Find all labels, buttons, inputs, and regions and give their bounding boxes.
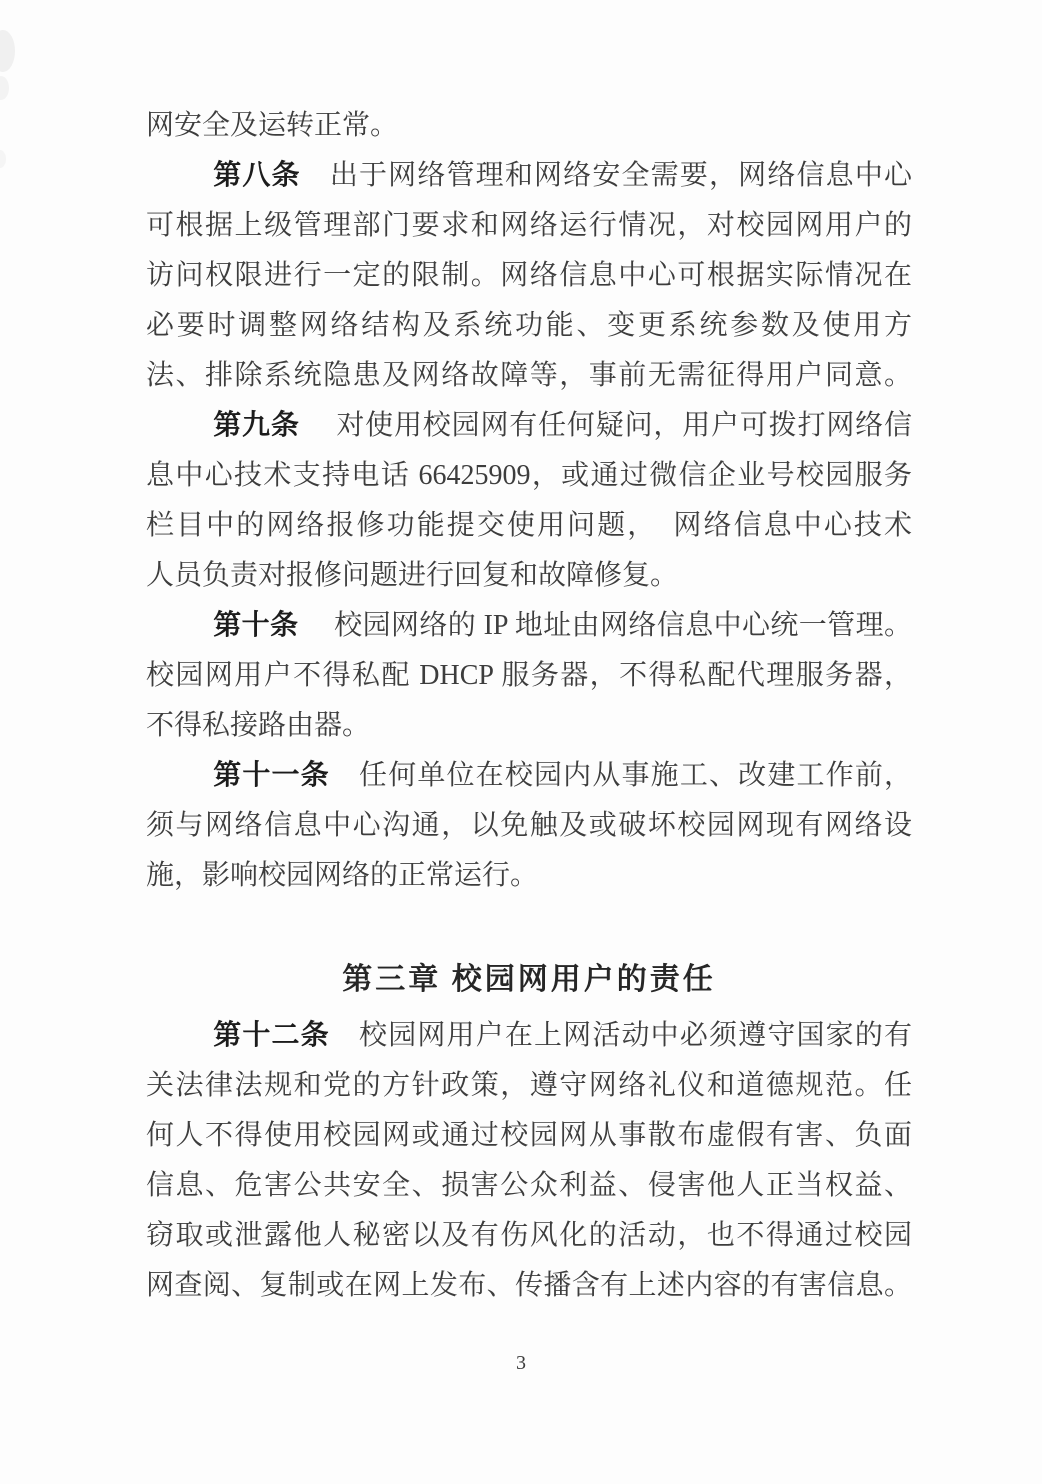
line-text: 关法律法规和党的方针政策，遵守网络礼仪和道德规范。任: [146, 1070, 912, 1101]
text-line: [146, 751, 912, 801]
text-line: [146, 501, 912, 551]
line-text: 不得私接路由器。: [146, 710, 371, 741]
line-text: 访问权限进行一定的限制。网络信息中心可根据实际情况在: [146, 260, 912, 291]
scan-smudge: [0, 150, 6, 168]
text-line: [146, 1011, 912, 1061]
page-number: 3: [516, 1352, 526, 1374]
text-line: [146, 1061, 912, 1111]
line-text: 可根据上级管理部门要求和网络运行情况，对校园网用户的: [146, 210, 912, 241]
text-line: [146, 101, 912, 151]
line-text: 网查阅、复制或在网上发布、传播含有上述内容的有害信息。: [146, 1270, 912, 1301]
scan-smudge: [0, 76, 9, 100]
text-line: [146, 1161, 912, 1211]
line-text: 窃取或泄露他人秘密以及有伤风化的活动，也不得通过校园: [146, 1220, 912, 1251]
text-line: [146, 301, 912, 351]
text-line: [146, 401, 912, 451]
line-text: 信息、危害公共安全、损害公众利益、侵害他人正当权益、: [146, 1170, 912, 1201]
line-text: 出于网络管理和网络安全需要，网络信息中心: [300, 160, 912, 191]
article-number: 第十条: [213, 610, 299, 641]
article-number: 第八条: [213, 160, 301, 191]
text-line: [146, 601, 912, 651]
line-text: 校园网用户不得私配 DHCP 服务器，不得私配代理服务器，: [146, 660, 912, 691]
text-line: [146, 1261, 912, 1311]
text-line: [146, 1111, 912, 1161]
text-line: [146, 451, 912, 501]
text-line: [146, 151, 912, 201]
text-line: [146, 651, 912, 701]
line-text: 须与网络信息中心沟通，以免触及或破坏校园网现有网络设: [146, 810, 912, 841]
chapter-heading: [146, 955, 912, 1005]
text-line: [146, 201, 912, 251]
text-line: [146, 851, 912, 901]
text-line: [146, 251, 912, 301]
line-text: 施，影响校园网络的正常运行。: [146, 860, 539, 891]
article-number: 第十二条: [213, 1020, 330, 1051]
line-text: 对使用校园网有任何疑问，用户可拨打网络信: [299, 410, 912, 441]
line-text: 人员负责对报修问题进行回复和故障修复。: [146, 560, 679, 591]
text-line: [146, 801, 912, 851]
line-text: 任何单位在校园内从事施工、改建工作前，: [329, 760, 912, 791]
line-text: 校园网用户在上网活动中必须遵守国家的有: [329, 1020, 912, 1051]
text-line: [146, 351, 912, 401]
text-line: [146, 1211, 912, 1261]
article-number: 第十一条: [213, 760, 330, 791]
text-line: [146, 551, 912, 601]
line-text: 何人不得使用校园网或通过校园网从事散布虚假有害、负面: [146, 1120, 912, 1151]
line-text: 法、排除系统隐患及网络故障等，事前无需征得用户同意。: [146, 360, 912, 391]
line-text: 必要时调整网络结构及系统功能、变更系统参数及使用方: [146, 310, 912, 341]
line-text: 校园网络的 IP 地址由网络信息中心统一管理。: [298, 610, 912, 641]
scan-smudge: [0, 30, 15, 72]
text-content: [146, 101, 912, 1311]
text-line: [146, 701, 912, 751]
article-number: 第九条: [213, 410, 300, 441]
line-text: 息中心技术支持电话 66425909，或通过微信企业号校园服务: [146, 460, 912, 491]
line-text: 网安全及运转正常。: [146, 110, 399, 141]
line-text: 栏目中的网络报修功能提交使用问题， 网络信息中心技术: [146, 510, 912, 541]
line-text: 第三章 校园网用户的责任: [342, 963, 716, 996]
